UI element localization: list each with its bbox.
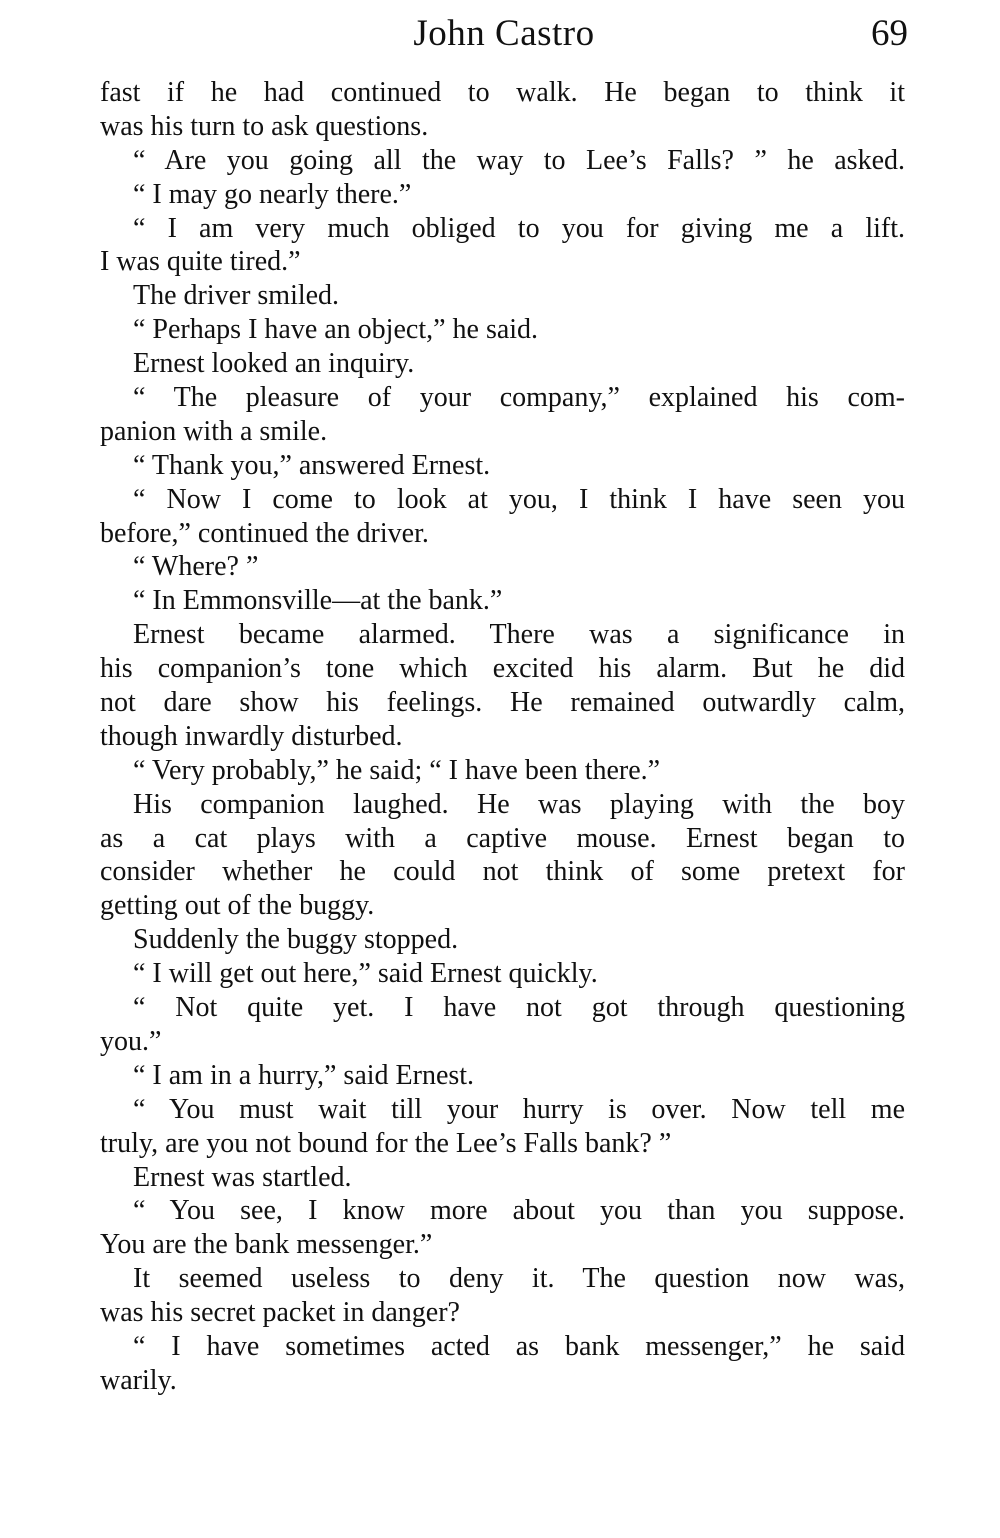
text-line: “ I may go nearly there.” [133,178,412,210]
text-line: you.” [100,1025,162,1057]
running-title: John Castro [413,13,595,54]
text-line: panion with a smile. [100,415,328,447]
page-header [100,8,908,60]
text-line: “ I have sometimes acted as bank messenger,” he said [133,1330,905,1362]
text-line: “ Thank you,” answered Ernest. [133,449,491,481]
page-number: 69 [871,13,908,54]
text-line: fast if he had continued to walk. He began to think it [100,77,905,108]
text-line: “ I am in a hurry,” said Ernest. [133,1059,475,1091]
text-line: was his secret packet in danger? [100,1297,460,1329]
text-line: consider whether he could not think of some pretext for [100,856,905,888]
text-line: Ernest was startled. [133,1161,352,1193]
text-line: “ Not quite yet. I have not got through questioning [133,992,905,1024]
text-line: “ Where? ” [133,551,259,583]
text-line: “ You must wait till your hurry is over. Now tell me [133,1093,905,1125]
text-line: as a cat plays with a captive mouse. Ernest began to [100,822,905,854]
text-line: “ Very probably,” he said; “ I have been there.” [133,754,661,786]
body-text [100,76,905,1398]
text-line: truly, are you not bound for the Lee’s Falls bank? ” [100,1127,672,1159]
text-line: was his turn to ask questions. [100,110,429,142]
text-line: Ernest looked an inquiry. [133,348,415,380]
text-line: “ Now I come to look at you, I think I have seen you [133,483,905,515]
text-line: warily. [100,1364,177,1396]
text-line: getting out of the buggy. [100,890,375,922]
text-line: “ I am very much obliged to you for giving me a lift. [133,212,905,244]
text-line: not dare show his feelings. He remained outwardly calm, [100,687,905,719]
text-line: “ You see, I know more about you than you suppose. [133,1195,905,1227]
text-line: “ Perhaps I have an object,” he said. [133,314,539,346]
text-line: I was quite tired.” [100,246,301,278]
text-line: his companion’s tone which excited his alarm. But he did [100,653,905,685]
text-line: You are the bank messenger.” [100,1229,433,1261]
text-line: It seemed useless to deny it. The question now was, [133,1263,905,1295]
text-line: before,” continued the driver. [100,517,429,549]
text-line: Suddenly the buggy stopped. [133,924,459,956]
text-line: “ Are you going all the way to Lee’s Falls? ” he asked. [133,144,905,176]
text-line: though inwardly disturbed. [100,720,403,752]
text-line: Ernest became alarmed. There was a significance in [133,619,905,651]
text-line: The driver smiled. [133,280,340,312]
text-line: “ In Emmonsville—at the bank.” [133,585,503,617]
text-line: “ The pleasure of your company,” explained his com- [133,382,905,414]
text-line: His companion laughed. He was playing with the boy [133,788,905,820]
text-line: “ I will get out here,” said Ernest quickly. [133,958,598,990]
